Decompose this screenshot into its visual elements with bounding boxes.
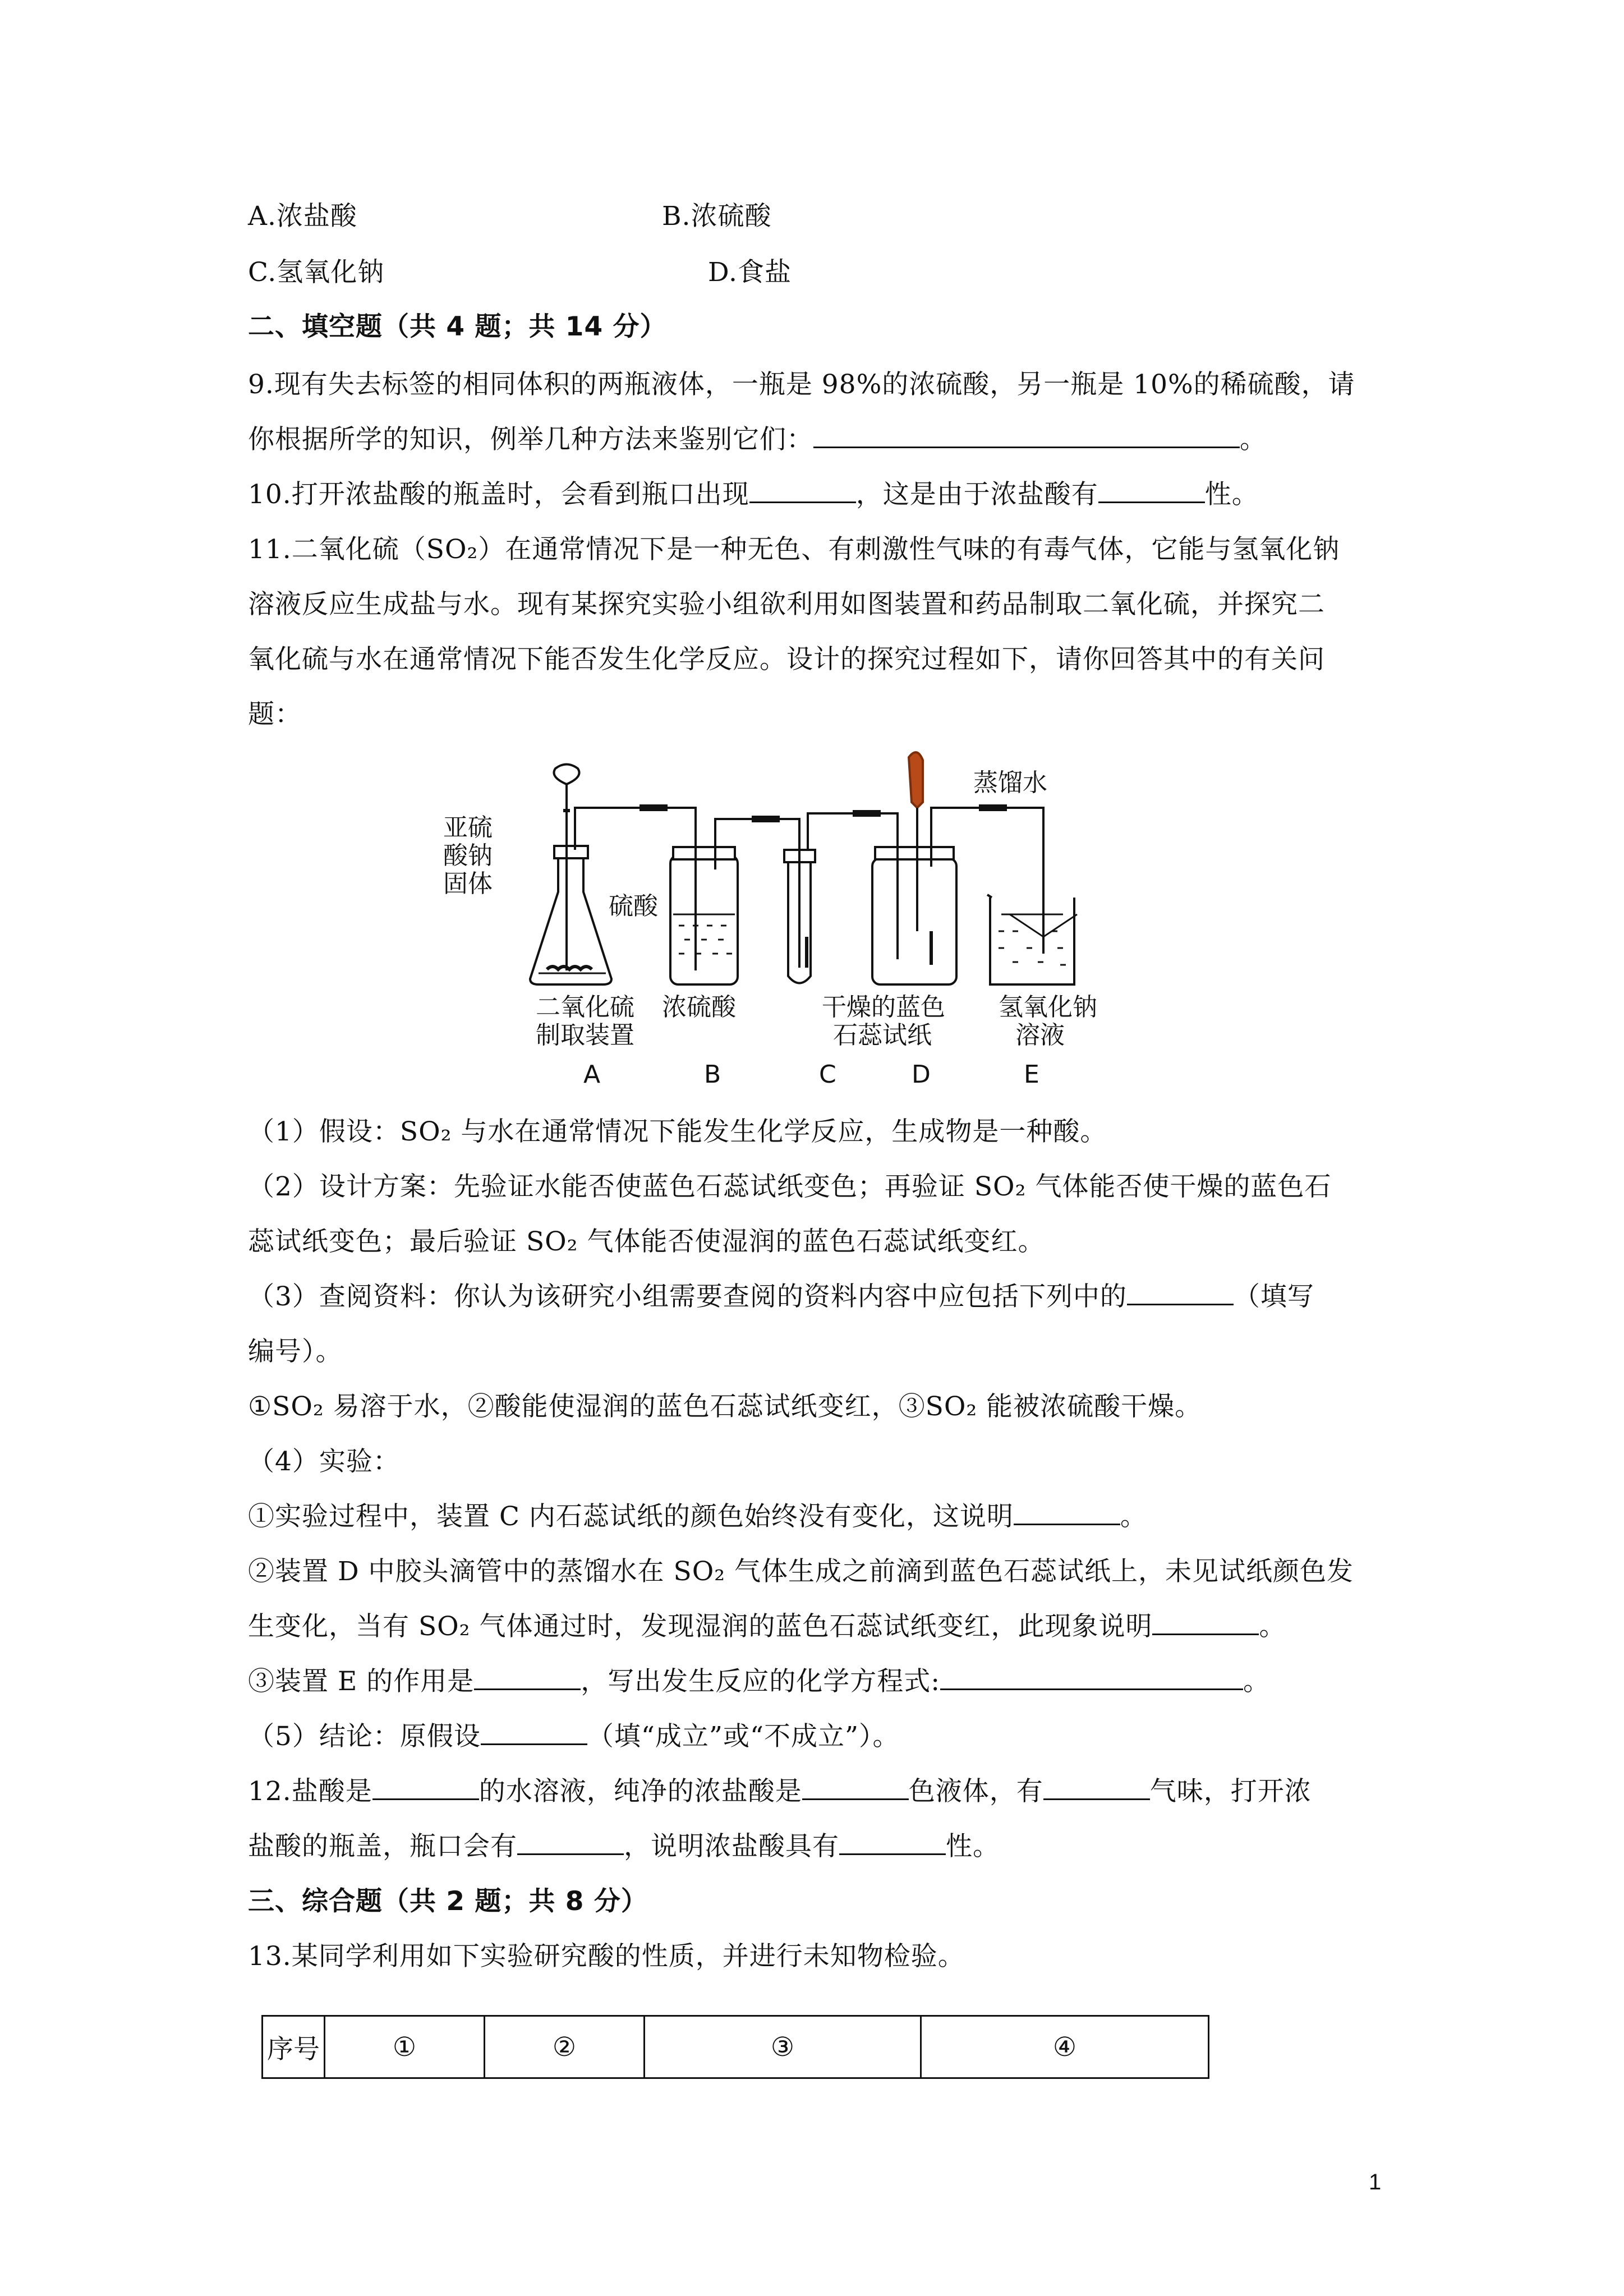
caption-a-1: 二氧化硫 [536,993,634,1022]
table-cell: ② [485,2016,645,2078]
q11-exp3-blank-2[interactable] [940,1666,1243,1690]
caption-a-2: 制取装置 [536,1021,634,1050]
q11-exp-2-line1: ②装置 D 中胶头滴管中的蒸馏水在 SO₂ 气体生成之前滴到蓝色石蕊试纸上，未见试纸颜色发 [248,1556,1354,1587]
q12-blank-2[interactable] [802,1776,909,1800]
q13-line: 13.某同学利用如下实验研究酸的性质，并进行未知物检验。 [248,1941,965,1972]
q12-text-4: 气味，打开浓 [1149,1776,1312,1807]
q9-text: 你根据所学的知识，例举几种方法来鉴别它们： [248,424,813,455]
q10-line [248,479,1259,510]
q10-text: 10.打开浓盐酸的瓶盖时，会看到瓶口出现 [248,479,749,510]
caption-cd-1: 干燥的蓝色 [822,993,945,1022]
table-row [263,2016,1209,2078]
q12-blank-1[interactable] [372,1776,479,1800]
label-a-reagent-2: 酸钠 [443,841,493,870]
label-acid: 硫酸 [609,892,658,921]
q10-blank-2[interactable] [1098,479,1205,503]
q11-line1: 11.二氧化硫（SO₂）在通常情况下是一种无色、有刺激性气味的有毒气体，它能与氢氧化钠 [248,534,1340,565]
funnel-icon [554,765,579,785]
q9-line1: 9.现有失去标签的相同体积的两瓶液体，一瓶是 98%的浓硫酸，另一瓶是 10%的稀硫酸，请 [248,369,1355,400]
q11-exp2-text: 生变化，当有 SO₂ 气体通过时，发现湿润的蓝色石蕊试纸变红，此现象说明 [248,1611,1153,1642]
q11-exp2-end: 。 [1259,1611,1286,1642]
option-d: D.食盐 [708,257,792,288]
caption-b: 浓硫酸 [662,993,736,1022]
q11-ref-text-end: （填写 [1233,1281,1314,1312]
q12-text-2: 的水溶液，纯净的浓盐酸是 [479,1776,802,1807]
table-cell: ④ [921,2016,1209,2078]
q12-text-5: 盐酸的瓶盖，瓶口会有 [248,1831,517,1862]
experiment-table [261,2015,1209,2079]
q11-exp3-text: ③装置 E 的作用是 [248,1666,475,1697]
q11-exp3-blank-1[interactable] [474,1666,581,1690]
q11-exp1-blank[interactable] [1014,1501,1120,1525]
q11-exp3-text-2: ，写出发生反应的化学方程式: [581,1666,941,1697]
q10-text-3: 性。 [1204,479,1259,510]
q9-line2 [248,424,1267,455]
section3-title: 三、综合题（共 2 题；共 8 分） [248,1886,648,1917]
letter-c: C [819,1060,836,1089]
option-a: A.浓盐酸 [248,201,357,232]
q11-ref-items: ①SO₂ 易溶于水，②酸能使湿润的蓝色石蕊试纸变红，③SO₂ 能被浓硫酸干燥。 [248,1391,1202,1422]
option-b: B.浓硫酸 [662,201,772,232]
label-water: 蒸馏水 [973,769,1047,797]
label-a-reagent-3: 固体 [443,869,493,898]
label-a-reagent-1: 亚硫 [443,813,493,842]
q10-blank-1[interactable] [749,479,856,503]
letter-d: D [912,1060,931,1089]
q11-ref-text: （3）查阅资料：你认为该研究小组需要查阅的资料内容中应包括下列中的 [248,1281,1127,1312]
q11-exp-2-line2 [248,1611,1286,1642]
apparatus-diagram [443,746,1229,1094]
q11-line2: 溶液反应生成盐与水。现有某探究实验小组欲利用如图装置和药品制取二氧化硫，并探究二 [248,589,1325,620]
q11-exp3-end: 。 [1243,1666,1271,1697]
q11-ref-2: 编号）。 [248,1336,343,1367]
q11-concl-text: （5）结论：原假设 [248,1721,481,1752]
q12-text-1: 12.盐酸是 [248,1776,372,1807]
q9-text-end: 。 [1240,424,1267,455]
q12-blank-3[interactable] [1043,1776,1150,1800]
letter-a: A [583,1060,601,1089]
q12-line1 [248,1776,1312,1807]
q11-line3: 氧化硫与水在通常情况下能否发生化学反应。设计的探究过程如下，请你回答其中的有关问 [248,644,1325,675]
q11-exp1-end: 。 [1120,1501,1147,1532]
q11-design-2: 蕊试纸变色；最后验证 SO₂ 气体能否使湿润的蓝色石蕊试纸变红。 [248,1226,1045,1257]
caption-e-1: 氢氧化钠 [999,993,1097,1022]
q11-concl-blank[interactable] [481,1721,587,1745]
q11-hypothesis: （1）假设：SO₂ 与水在通常情况下能发生化学反应，生成物是一种酸。 [248,1116,1107,1147]
caption-cd-2: 石蕊试纸 [833,1021,932,1050]
q11-exp-3 [248,1666,1270,1697]
q9-answer-blank[interactable] [813,424,1240,448]
q12-text-7: 性。 [946,1831,1000,1862]
q11-exp1-text: ①实验过程中，装置 C 内石蕊试纸的颜色始终没有变化，这说明 [248,1501,1014,1532]
q11-line4: 题： [248,699,302,730]
q11-exp-title: （4）实验： [248,1446,400,1477]
q12-text-3: 色液体，有 [908,1776,1043,1807]
section2-title: 二、填空题（共 4 题；共 14 分） [248,311,667,342]
q11-design-1: （2）设计方案：先验证水能否使蓝色石蕊试纸变色；再验证 SO₂ 气体能否使干燥的蓝色石 [248,1171,1332,1202]
q10-text-2: ，这是由于浓盐酸有 [855,479,1098,510]
option-c: C.氢氧化钠 [248,257,385,288]
q12-text-6: ，说明浓盐酸具有 [624,1831,839,1862]
letter-b: B [704,1060,721,1089]
q11-ref-1 [248,1281,1314,1313]
q12-blank-5[interactable] [839,1831,946,1855]
q11-concl-end: （填“成立”或“不成立”）。 [587,1721,900,1752]
letter-e: E [1024,1060,1039,1089]
table-cell: ① [325,2016,485,2078]
q11-conclusion [248,1721,900,1752]
q11-exp-1 [248,1501,1147,1533]
table-cell-header: 序号 [263,2016,325,2078]
q12-line2 [248,1831,1000,1862]
q11-exp2-blank[interactable] [1152,1611,1259,1635]
caption-e-2: 溶液 [1015,1021,1065,1050]
q12-blank-4[interactable] [517,1831,624,1855]
table-cell: ③ [645,2016,921,2078]
page-number: 1 [1369,2170,1382,2194]
q11-ref-blank[interactable] [1127,1281,1234,1305]
